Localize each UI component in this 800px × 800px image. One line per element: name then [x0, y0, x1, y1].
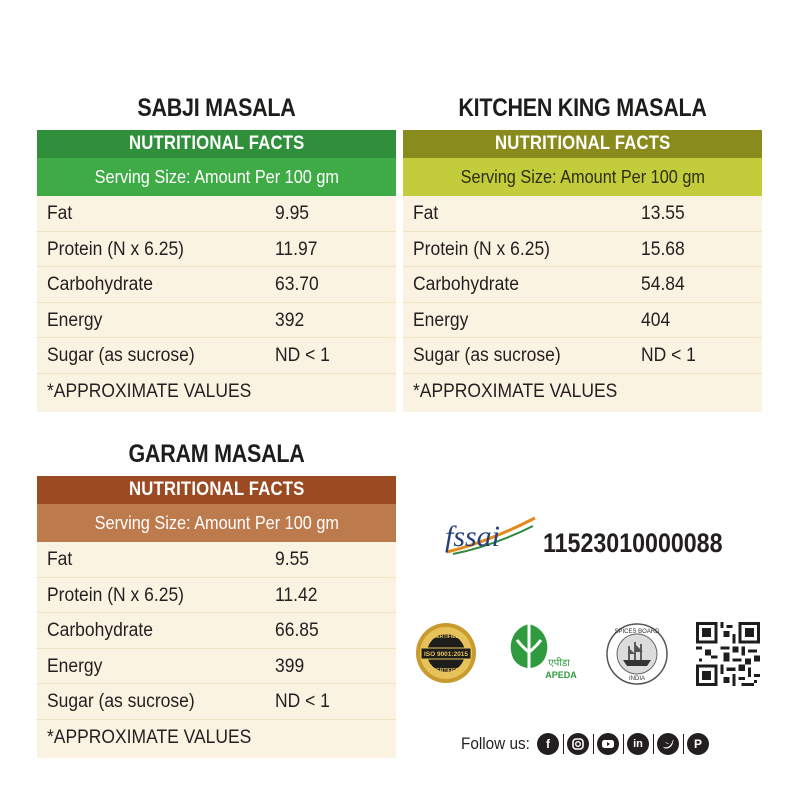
qr-code-icon: [696, 622, 760, 686]
table-row: Energy 404: [403, 303, 762, 339]
fssai-logo: [443, 512, 538, 558]
nutrition-table: [37, 196, 396, 412]
iso-badge-icon: [415, 622, 477, 684]
follow-us-label: Follow us:: [461, 734, 530, 753]
svg-text:CERTIFIED: CERTIFIED: [432, 668, 460, 674]
apeda-logo-icon: [503, 620, 583, 684]
table-row: Fat 9.95: [37, 196, 396, 232]
svg-text:fssai: fssai: [445, 520, 501, 553]
table-row: Carbohydrate 66.85: [37, 613, 396, 649]
panel-title: GARAM MASALA: [128, 440, 305, 468]
divider: [623, 734, 624, 754]
svg-text:ISO 9001:2015: ISO 9001:2015: [423, 651, 469, 658]
svg-text:एपीडा: एपीडा: [548, 658, 570, 669]
nutritional-facts-header: NUTRITIONAL FACTS: [403, 130, 762, 158]
youtube-icon[interactable]: [597, 733, 619, 755]
table-row: Carbohydrate 54.84: [403, 267, 762, 303]
divider: [653, 734, 654, 754]
serving-size: Serving Size: Amount Per 100 gm: [37, 158, 396, 196]
approximate-note: *APPROXIMATE VALUES: [47, 726, 252, 748]
table-row: Protein (N x 6.25) 11.97: [37, 232, 396, 268]
approximate-note: *APPROXIMATE VALUES: [47, 380, 252, 402]
serving-size: Serving Size: Amount Per 100 gm: [403, 158, 762, 196]
table-row: Energy 399: [37, 649, 396, 685]
serving-size: Serving Size: Amount Per 100 gm: [37, 504, 396, 542]
divider: [683, 734, 684, 754]
table-row: Sugar (as sucrose) ND < 1: [37, 338, 396, 374]
garam-masala-panel: [37, 440, 396, 758]
table-row: Energy 392: [37, 303, 396, 339]
nutrition-table: [403, 196, 762, 412]
fssai-license-number: 11523010000088: [543, 528, 723, 558]
twitter-icon[interactable]: [657, 733, 679, 755]
panel-title: SABJI MASALA: [137, 94, 296, 122]
spices-board-logo-icon: [605, 622, 669, 686]
pinterest-icon[interactable]: P: [687, 733, 709, 755]
table-row: Sugar (as sucrose) ND < 1: [37, 684, 396, 720]
svg-text:APEDA: APEDA: [545, 670, 577, 680]
approximate-note: *APPROXIMATE VALUES: [413, 380, 618, 402]
instagram-icon[interactable]: [567, 733, 589, 755]
nutritional-facts-header: NUTRITIONAL FACTS: [37, 476, 396, 504]
panel-title: KITCHEN KING MASALA: [458, 94, 707, 122]
nutritional-facts-header: NUTRITIONAL FACTS: [37, 130, 396, 158]
table-row: Fat 9.55: [37, 542, 396, 578]
table-row: Carbohydrate 63.70: [37, 267, 396, 303]
divider: [563, 734, 564, 754]
fssai-license: [443, 512, 763, 562]
table-row: Protein (N x 6.25) 11.42: [37, 578, 396, 614]
divider: [593, 734, 594, 754]
svg-text:CERTIFIED: CERTIFIED: [432, 634, 460, 640]
table-row: Fat 13.55: [403, 196, 762, 232]
facebook-icon[interactable]: f: [537, 733, 559, 755]
nutrition-table: [37, 542, 396, 758]
kitchen-king-masala-panel: [403, 94, 762, 412]
svg-text:INDIA: INDIA: [628, 676, 646, 682]
table-row: Sugar (as sucrose) ND < 1: [403, 338, 762, 374]
svg-text:SPICES BOARD: SPICES BOARD: [614, 629, 660, 635]
linkedin-icon[interactable]: in: [627, 733, 649, 755]
sabji-masala-panel: [37, 94, 396, 412]
table-row: Protein (N x 6.25) 15.68: [403, 232, 762, 268]
